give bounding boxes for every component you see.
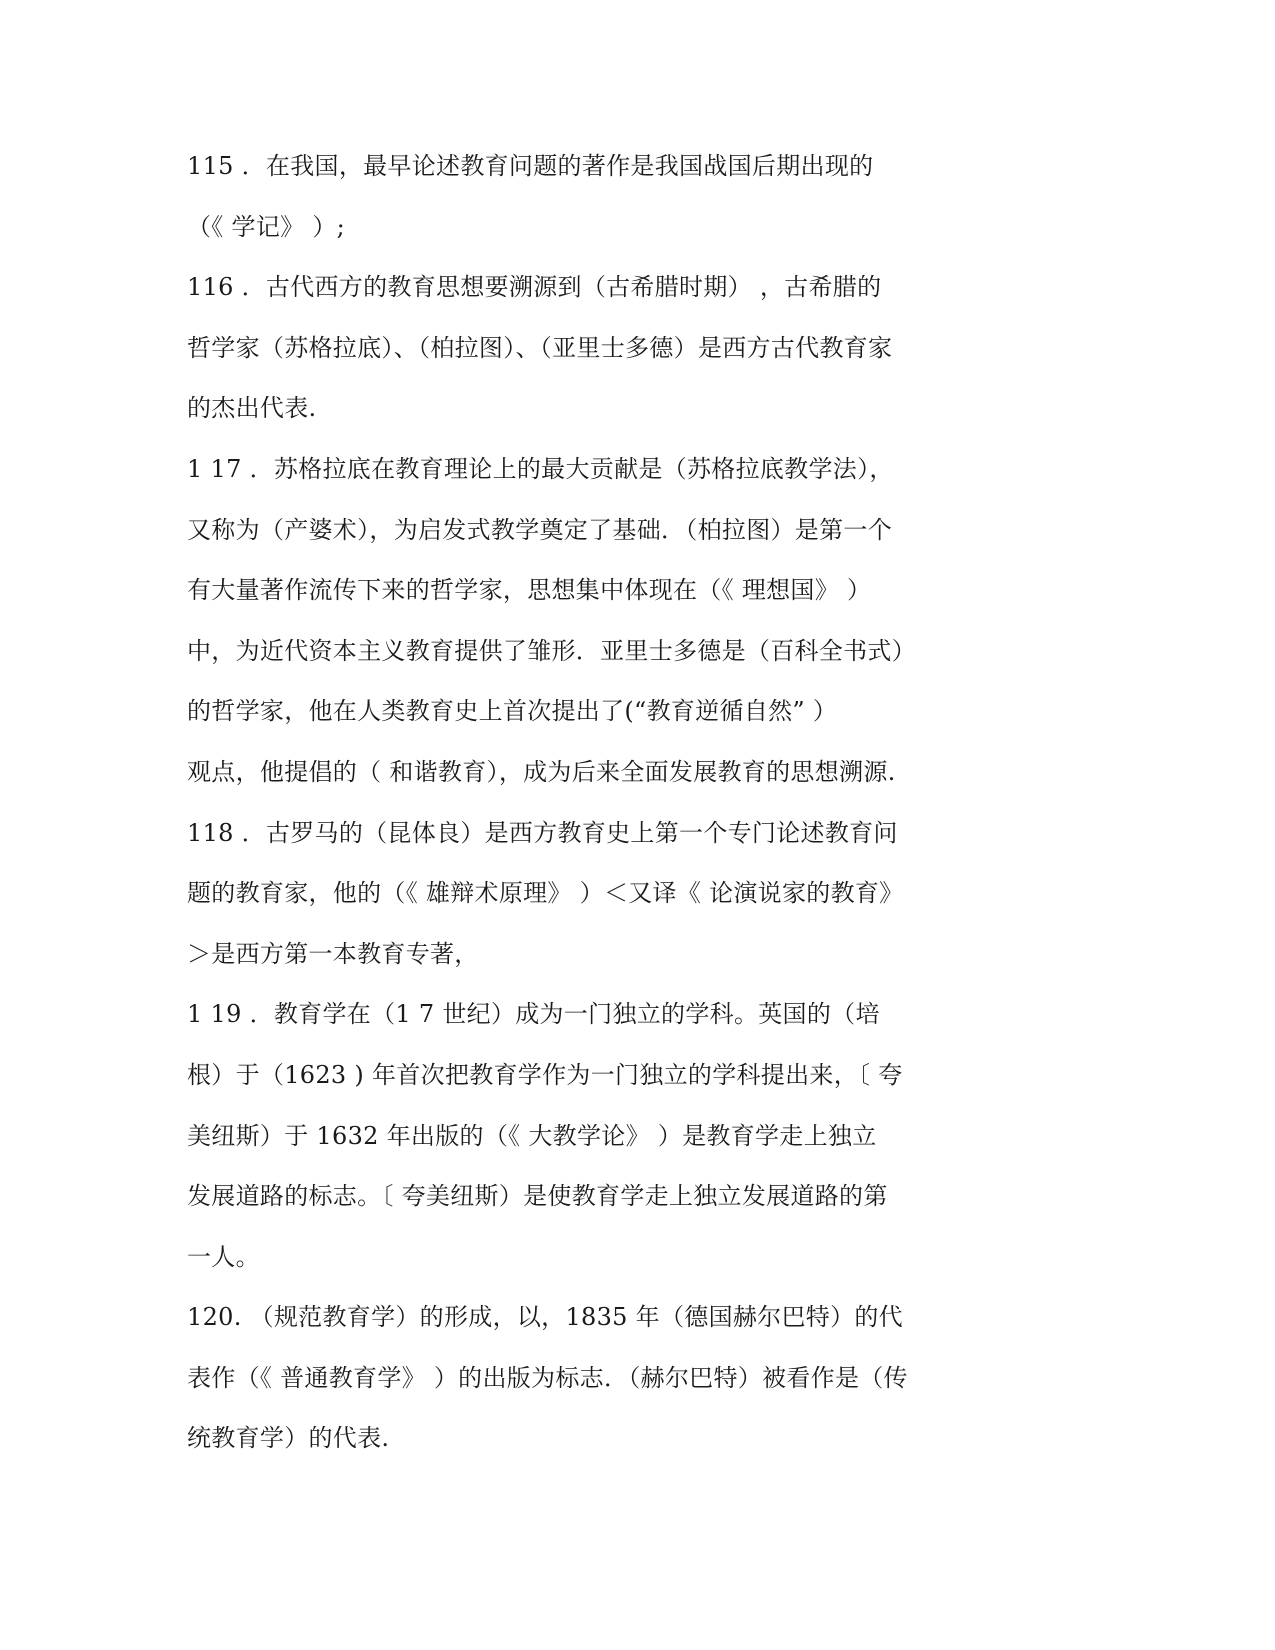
text-line: 的杰出代表. [187, 394, 317, 423]
text-line-q115: 115 ．在我国，最早论述教育问题的著作是我国战国后期出现的 [187, 152, 874, 180]
text-line-q118: 118 ．古罗马的（昆体良）是西方教育史上第一个专门论述教育问 [187, 818, 898, 847]
text-line: 中，为近代资本主义教育提供了雏形．亚里士多德是（百科全书式） [187, 636, 916, 665]
text-line: 题的教育家，他的（《 雄辩术原理》 ）＜又译《 论演说家的教育》 [187, 879, 904, 908]
text-line: 的哲学家，他在人类教育史上首次提出了(“教育逆循自然” ） [187, 697, 838, 726]
text-line-q117: 1 17 ．苏格拉底在教育理论上的最大贡献是（苏格拉底教学法）， [187, 454, 894, 483]
text-line: ＞是西方第一本教育专著， [187, 939, 479, 968]
text-line: 一人。 [187, 1242, 260, 1271]
text-line: 发展道路的标志。〔 夸美纽斯）是使教育学走上独立发展道路的第 [187, 1182, 888, 1211]
text-line: 观点，他提倡的（ 和谐教育），成为后来全面发展教育的思想溯源. [187, 757, 896, 786]
text-line-q120: 120. （规范教育学）的形成，以，1835 年（德国赫尔巴特）的代 [187, 1303, 903, 1332]
text-line: 美纽斯）于 1632 年出版的（《 大教学论》 ）是教育学走上独立 [187, 1121, 877, 1150]
text-line: 统教育学）的代表. [187, 1424, 390, 1453]
text-line: 有大量著作流传下来的哲学家，思想集中体现在（《 理想国》 ） [187, 576, 872, 605]
text-line-q119: 1 19 ．教育学在（1 7 世纪）成为一门独立的学科。英国的（培 [187, 1000, 880, 1029]
text-line: 哲学家（苏格拉底）、（柏拉图）、（亚里士多德）是西方古代教育家 [187, 333, 893, 362]
text-line: 又称为（产婆术），为启发式教学奠定了基础．（柏拉图）是第一个 [187, 515, 892, 544]
document-body [187, 142, 987, 1475]
text-line: 根）于（1623 ) 年首次把教育学作为一门独立的学科提出来，〔 夸 [187, 1060, 903, 1089]
text-line: （《 学记》 ）; [187, 212, 346, 241]
text-line-q116: 116 ．古代西方的教育思想要溯源到（古希腊时期） ，古希腊的 [187, 273, 882, 302]
text-line: 表作（《 普通教育学》 ）的出版为标志．（赫尔巴特）被看作是（传 [187, 1363, 908, 1392]
